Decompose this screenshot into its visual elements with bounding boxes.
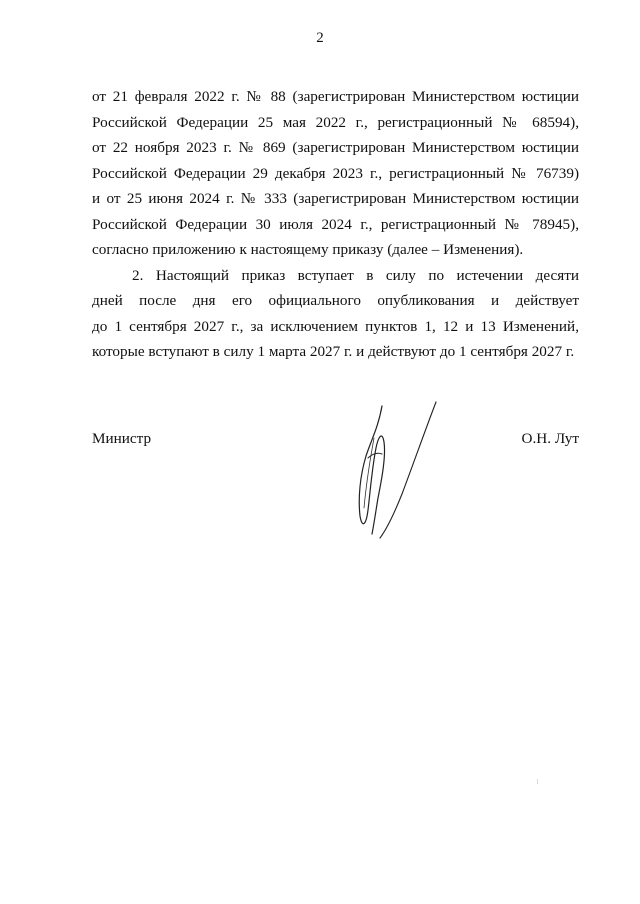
scan-artifact xyxy=(537,779,538,784)
text-line: дней после дня его официального опубликования и действует xyxy=(92,292,579,309)
signer-position: Министр xyxy=(92,430,152,447)
text-line: и от 25 июня 2024 г. № 333 (зарегистрирован Министерством юстиции xyxy=(92,190,579,207)
text-line: Российской Федерации 25 мая 2022 г., регистрационный № 68594), xyxy=(92,113,579,131)
document-body xyxy=(92,84,579,365)
text-line: от 21 февраля 2022 г. № 88 (зарегистрирован Министерством юстиции xyxy=(92,88,579,105)
signature-block xyxy=(92,430,579,460)
text-line: согласно приложению к настоящему приказу (далее – Изменения). xyxy=(92,241,524,258)
text-line: Российской Федерации 29 декабря 2023 г., регистрационный № 76739) xyxy=(92,164,579,182)
text-line: Российской Федерации 30 июля 2024 г., регистрационный № 78945), xyxy=(92,215,579,233)
handwritten-signature xyxy=(352,398,442,548)
text-line: до 1 сентября 2027 г., за исключением пунктов 1, 12 и 13 Изменений, xyxy=(92,317,579,335)
page-number: 2 xyxy=(316,30,324,46)
signer-name: О.Н. Лут xyxy=(521,430,579,447)
text-line: 2. Настоящий приказ вступает в силу по истечении десяти xyxy=(132,266,579,284)
text-line: от 22 ноября 2023 г. № 869 (зарегистрирован Министерством юстиции xyxy=(92,139,579,156)
text-line: которые вступают в силу 1 марта 2027 г. и действуют до 1 сентября 2027 г. xyxy=(92,343,575,360)
